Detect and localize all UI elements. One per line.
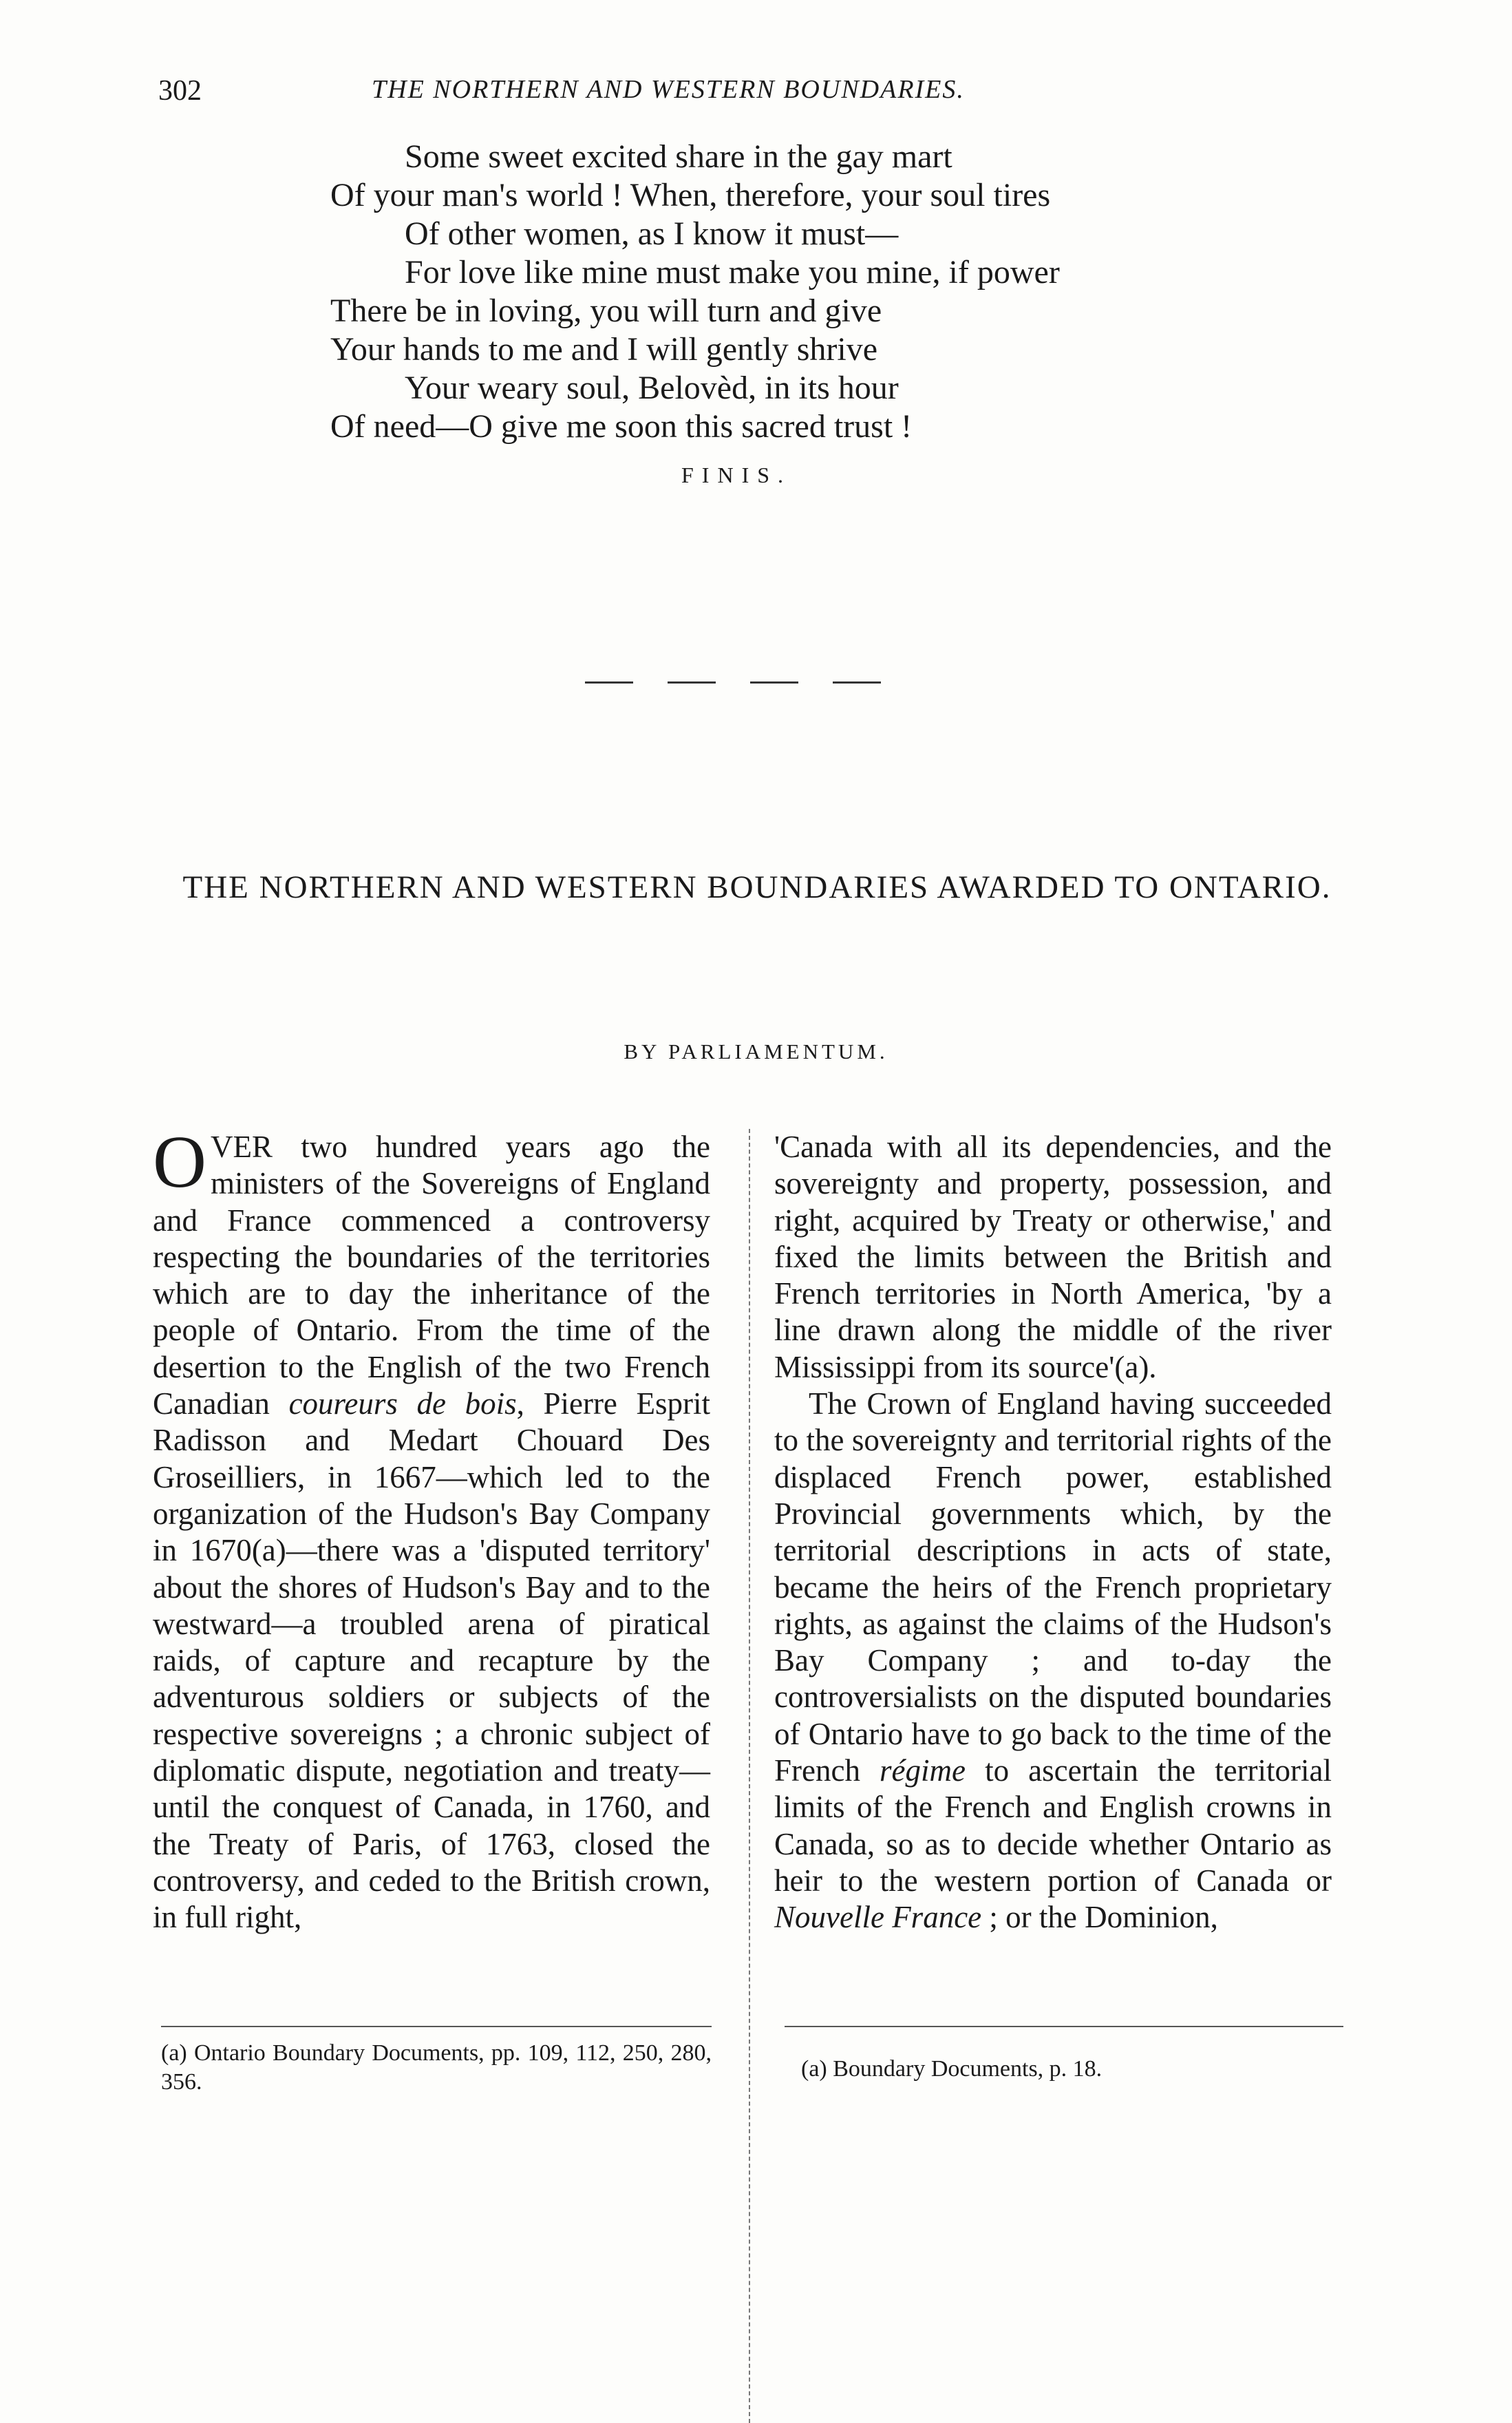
text-run: The Crown of England having succeeded to the sovereignty and territorial rights of the displaced French power, established Provincial governments which, by the territorial descriptions in acts of state, became the heirs of the French proprietary rights, as against the claims of the Hudson's Bay Company ; and to-day the controversialists on the disputed boundaries of Ontario have to go back to the time of the French — [774, 1386, 1332, 1788]
running-head: THE NORTHERN AND WESTERN BOUNDARIES. — [372, 75, 965, 104]
poem-line: Of your man's world ! When, therefore, your soul tires — [330, 177, 1051, 213]
poem-line: Of other women, as I know it must— — [405, 215, 899, 252]
left-column — [153, 1121, 711, 1936]
poem-line: Some sweet excited share in the gay mart — [405, 138, 952, 175]
article-title: THE NORTHERN AND WESTERN BOUNDARIES AWARDED TO ONTARIO. — [182, 869, 1332, 905]
text-run: —there was a 'disputed territory' about the shores of Hudson's Bay and to the westward—a troubled arena of piratical raids, of capture and recapture by the adventurous soldiers or subjects of the respective sovereigns ; a chronic subject of diplomatic dispute, negotiation and treaty—until the conquest of Canada, in 1760, and the Treaty of Paris, of 1763, closed the controversy, and ceded to the British crown, in full right, — [153, 1533, 710, 1935]
footnote-rule — [785, 2026, 1343, 2027]
column-rule — [749, 1129, 752, 2423]
text-run: ; or the Dominion, — [989, 1900, 1218, 1935]
section-divider — [585, 681, 915, 684]
right-column — [774, 1129, 1332, 1936]
footnote-rule — [161, 2026, 712, 2027]
text-run: , Pierre Esprit Radisson and Medart Chouard Des Groseilliers, in 1667—which led to the organization of the Hudson's Bay Company in 1670 — [153, 1386, 711, 1568]
poem — [330, 138, 1060, 446]
footnote-right: (a) Boundary Documents, p. 18. — [801, 2056, 1103, 2082]
page-number: 302 — [158, 75, 202, 107]
text-run: VER two hundred years ago the ministers of the Sovereigns of England and France commenced a controversy respecting the boundaries of the territories which are to day the inheritance of the people of Ontario. From the time of the desertion to the English of the two French Canadian — [153, 1130, 710, 1421]
poem-line: Your hands to me and I will gently shrive — [330, 331, 878, 368]
byline: BY PARLIAMENTUM. — [624, 1039, 888, 1064]
poem-line: For love like mine must make you mine, if power — [405, 254, 1060, 290]
italic-term: régime — [880, 1753, 966, 1788]
paragraph: 'Canada with all its dependencies, and the sovereignty and property, possession, and right, acquired by Treaty or otherwise,' and fixed the limits between the British and French territories in North America, 'by a line drawn along the middle of the river Mississippi from its source'(a). — [774, 1130, 1332, 1384]
paragraph — [153, 1121, 711, 1936]
italic-term: coureurs de bois — [288, 1386, 517, 1421]
poem-line: Of need—O give me soon this sacred trust ! — [330, 408, 913, 445]
poem-line: There be in loving, you will turn and give — [330, 293, 882, 329]
paragraph — [774, 1386, 1332, 1936]
drop-cap: O — [153, 1121, 206, 1203]
poem-line: Your weary soul, Belovèd, in its hour — [405, 370, 899, 406]
italic-term: Nouvelle France — [774, 1900, 982, 1935]
footnote-left: (a) Ontario Boundary Documents, pp. 109, 112, 250, 280, 356. — [161, 2040, 712, 2095]
footnote-ref: (a) — [251, 1533, 286, 1568]
finis-mark: FINIS. — [681, 463, 792, 487]
text-run: to ascertain the territorial limits of the French and English crowns in Canada, so as to decide whether Ontario as heir to the western portion of Canada or — [774, 1753, 1332, 1898]
